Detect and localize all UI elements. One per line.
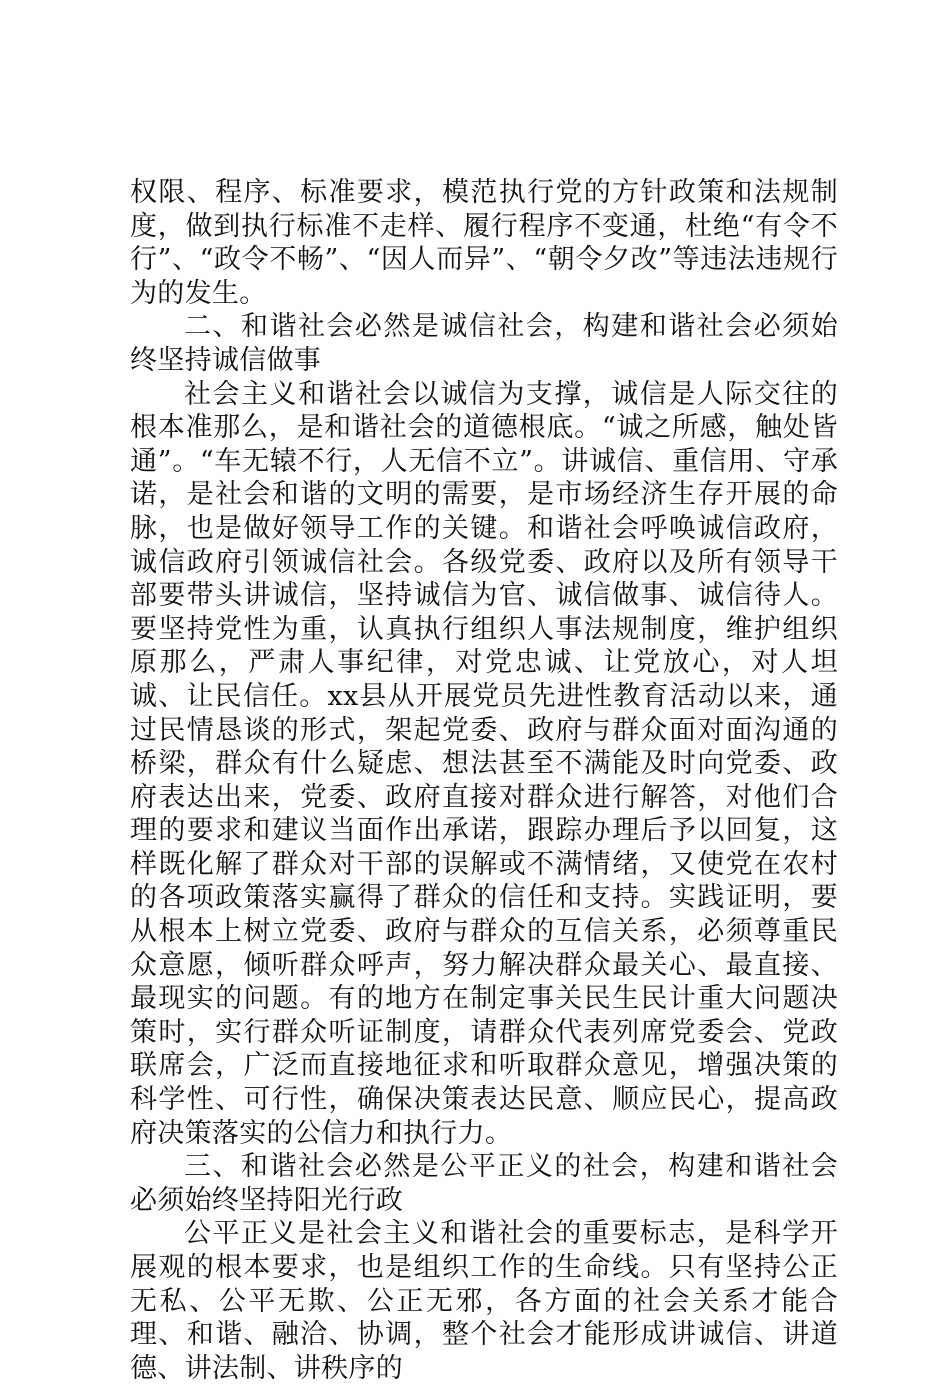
section-heading-three: 三、和谐社会必然是公平正义的社会，构建和谐社会必须始终坚持阳光行政 <box>130 1151 838 1216</box>
document-body <box>130 176 838 1385</box>
paragraph-fairness: 公平正义是社会主义和谐社会的重要标志，是科学开展观的根本要求，也是组织工作的生命线。只有坚持公正无私、公平无欺、公正无邪，各方面的社会关系才能合理、和谐、融洽、协调，整个社会才能形成讲诚信、讲道德、讲法制、讲秩序的 <box>130 1218 838 1384</box>
paragraph-continuation: 权限、程序、标准要求，模范执行党的方针政策和法规制度，做到执行标准不走样、履行程序不变通，杜绝“有令不行”、“政令不畅”、“因人而异”、“朝令夕改”等违法违规行为的发生。 <box>130 177 838 309</box>
paragraph-integrity: 社会主义和谐社会以诚信为支撑，诚信是人际交往的根本准那么，是和谐社会的道德根底。“诚之所感，触处皆通”。“车无辕不行，人无信不立”。讲诚信、重信用、守承诺，是社会和谐的文明的需要，是市场经济生存开展的命脉，也是做好领导工作的关键。和谐社会呼唤诚信政府，诚信政府引领诚信社会。各级党委、政府以及所有领导干部要带头讲诚信，坚持诚信为官、诚信做事、诚信待人。要坚持党性为重，认真执行组织人事法规制度，维护组织原那么，严肃人事纪律，对党忠诚、让党放心，对人坦诚、让民信任。xx县从开展党员先进性教育活动以来，通过民情恳谈的形式，架起党委、政府与群众面对面沟通的桥梁，群众有什么疑虑、想法甚至不满能及时向党委、政府表达出来，党委、政府直接对群众进行解答，对他们合理的要求和建议当面作出承诺，跟踪办理后予以回复，这样既化解了群众对干部的误解或不满情绪，又使党在农村的各项政策落实赢得了群众的信任和支持。实践证明，要从根本上树立党委、政府与群众的互信关系，必须尊重民众意愿，倾听群众呼声，努力解决群众最关心、最直接、最现实的问题。有的地方在制定事关民生民计重大问题决策时，实行群众听证制度，请群众代表列席党委会、党政联席会，广泛而直接地征求和听取群众意见，增强决策的科学性、可行性，确保决策表达民意、顺应民心，提高政府决策落实的公信力和执行力。 <box>130 378 838 1149</box>
section-heading-two: 二、和谐社会必然是诚信社会，构建和谐社会必须始终坚持诚信做事 <box>130 311 838 376</box>
